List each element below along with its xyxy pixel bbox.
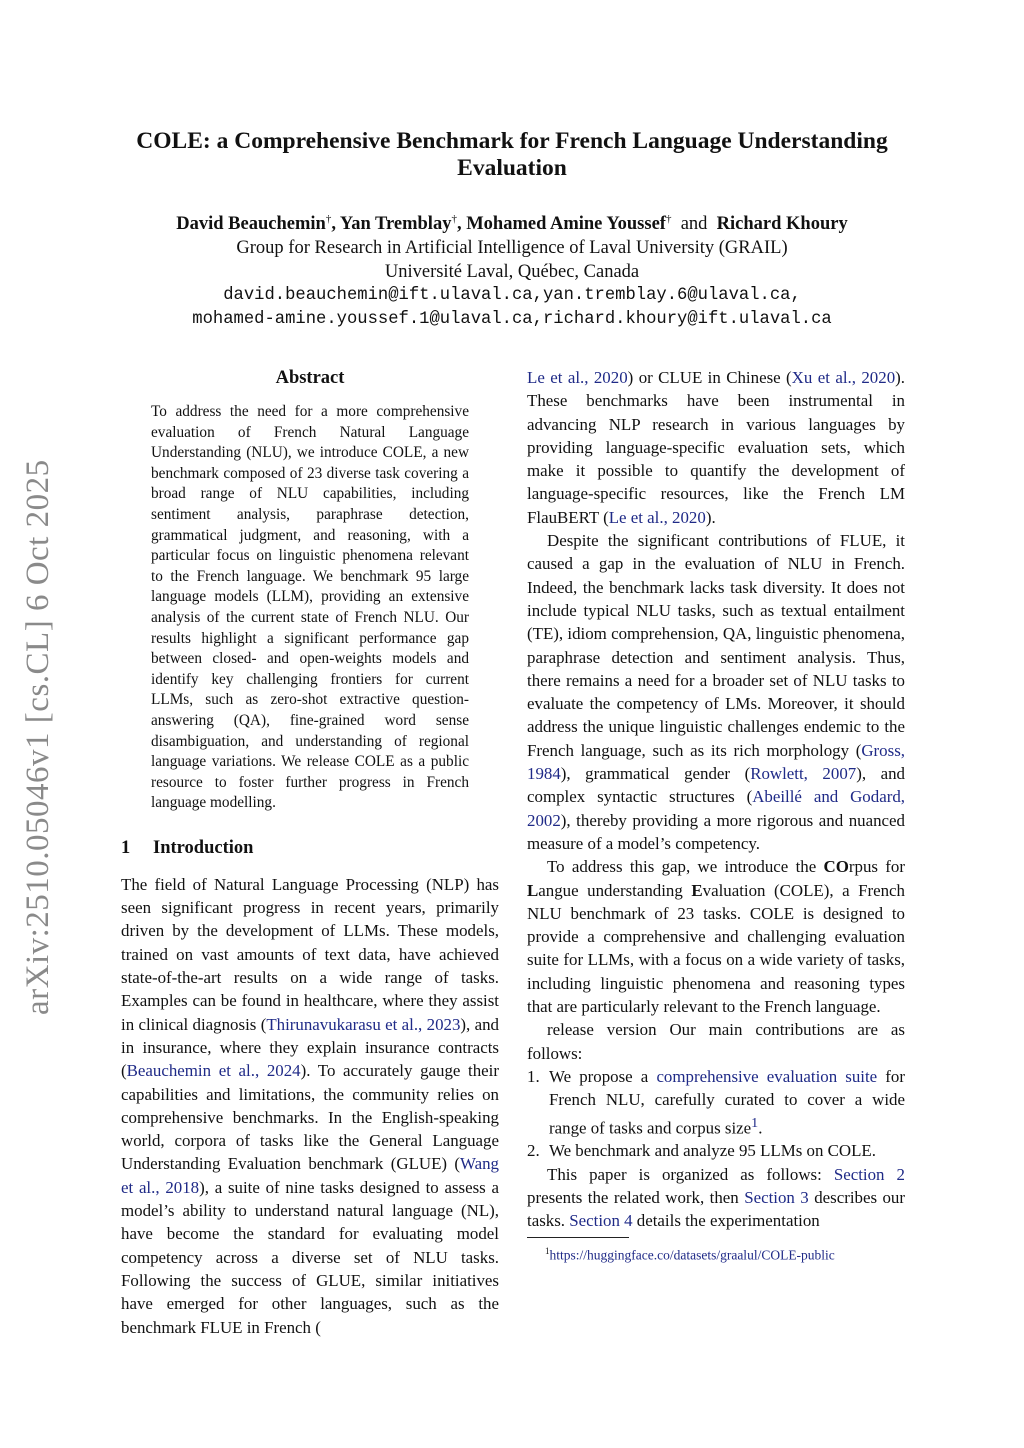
- citation-le-flaubert[interactable]: Le et al., 2020: [608, 507, 706, 527]
- footnote-marker[interactable]: 1: [751, 1114, 759, 1131]
- arxiv-watermark: arXiv:2510.05046v1 [cs.CL] 6 Oct 2025: [20, 459, 56, 1015]
- left-column: [121, 366, 499, 1339]
- citation-thirunavukarasu[interactable]: Thirunavukarasu et al., 2023: [266, 1014, 461, 1034]
- title-line-1: COLE: a Comprehensive Benchmark for French Language Understanding: [136, 128, 888, 154]
- evaluation-suite-link[interactable]: comprehensive evaluation suite: [656, 1066, 878, 1086]
- author-and: and: [680, 214, 708, 235]
- emails-line-2: [60, 308, 964, 332]
- citation-beauchemin[interactable]: Beauchemin et al., 2024: [126, 1061, 301, 1081]
- email-4[interactable]: richard.khoury@ift.ulaval.ca: [542, 310, 832, 330]
- abstract-text: To address the need for a more comprehensive evaluation of French Natural Language Understanding (NLU), we introduce COLE, a new benchmark composed of 23 diverse task covering a broad range of NLU capabilities, including sentiment analysis, paraphrase detection, grammatical judgment, and reasoning, with a particular focus on linguistic phenomena relevant to the French language. We benchmark 95 large language models (LLM), providing an extensive analysis of the current state of French NLU. Our results highlight a significant performance gap between closed- and open-weights models and identify key challenging frontiers for current LLMs, such as zero-shot extractive question-answering (QA), fine-grained word sense disambiguation, and understanding of regional language variations. We release COLE as a public resource to foster further progress in French language modelling.: [151, 403, 469, 812]
- affiliation-1: Group for Research in Artificial Intelligence of Laval University (GRAIL): [236, 238, 788, 259]
- author-1: David Beauchemin: [176, 214, 326, 235]
- author-block: [60, 207, 964, 332]
- section-2-link[interactable]: Section 2: [833, 1164, 905, 1184]
- section-number: 1: [121, 837, 131, 858]
- section-4-link[interactable]: Section 4: [569, 1211, 633, 1231]
- citation-abeille[interactable]: Abeillé and Godard, 2002: [527, 787, 905, 830]
- affiliation-2: Université Laval, Québec, Canada: [384, 262, 640, 283]
- email-3[interactable]: mohamed-amine.youssef.1@ulaval.ca,: [192, 310, 543, 330]
- intro-paragraph-1-continued: Le et al., 2020) or CLUE in Chinese (Xu et al., 2020). These benchmarks have been instrumental in advancing NLP research in various languages by providing language-specific evaluation sets, which make it possible to quantify the development of language-specific resources, like the French LM FlauBERT (Le et al., 2020).: [527, 368, 906, 527]
- email-1[interactable]: david.beauchemin@ift.ulaval.ca,: [223, 286, 543, 306]
- section-3-link[interactable]: Section 3: [744, 1188, 809, 1208]
- citation-xu[interactable]: Xu et al., 2020: [791, 368, 896, 387]
- email-2[interactable]: yan.tremblay.6@ulaval.ca,: [542, 286, 801, 306]
- intro-paragraph-3: To address this gap, we introduce the COrpus for Langue understanding Evaluation (COLE), a French NLU benchmark of 23 tasks. COLE is designed to provide a comprehensive and challenging evaluation suite for LLMs, with a focus on a wide variety of tasks, including linguistic phenomena and reasoning types that are particularly relevant to the French language.: [527, 857, 905, 1017]
- author-3: Mohamed Amine Youssef: [466, 214, 666, 235]
- title-line-2: Evaluation: [457, 155, 567, 181]
- citation-rowlett[interactable]: Rowlett, 2007: [750, 764, 857, 784]
- list-item: 2. We benchmark and analyze 95 LLMs on COLE.: [527, 1141, 876, 1161]
- intro-paragraph-1-tail-left: ), a suite of nine tasks designed to assess a model’s ability to understand natural language (NL), have become the standard for evaluating model competency across a diverse set of NLU tasks. Following the success of GLUE, similar initiatives have emerged for other languages, such as the benchmark FLUE in French (: [121, 1177, 499, 1337]
- citation-wang[interactable]: Wang et al., 2018: [121, 1154, 499, 1197]
- contributions-list: [527, 1065, 905, 1163]
- emails-line-1: [60, 284, 964, 308]
- right-column: [527, 366, 905, 1264]
- author-4: Richard Khoury: [716, 214, 848, 235]
- intro-paragraph-5: This paper is organized as follows: Section 2 presents the related work, then Section 3 describes our tasks. Section 4 details the experimentation: [527, 1164, 906, 1231]
- footnote-rule: [527, 1237, 629, 1238]
- intro-paragraph-2: Despite the significant contributions of FLUE, it caused a gap in the evaluation of NLU in French. Indeed, the benchmark lacks task diversity. It does not include typical NLU tasks, such as textual entailment (TE), idiom comprehension, QA, linguistic phenomena, paraphrase detection and sentiment analysis. Thus, there remains a need for a broader set of NLU tasks to evaluate the competency of LMs. Moreover, it should address the unique linguistic challenges endemic to the French language, such as its rich morphology (Gross, 1984), grammatical gender (Rowlett, 2007), and complex syntactic structures (Abeillé and Godard, 2002), thereby providing a more rigorous and nuanced measure of a model’s competency.: [527, 531, 905, 853]
- abstract-heading: Abstract: [275, 368, 345, 388]
- paper-title: [100, 128, 924, 182]
- citation-le-flue[interactable]: Le et al., 2020: [527, 368, 628, 387]
- footnote: $^1$https://huggingface.co/datasets/graalul/COLE-public: [545, 1245, 835, 1263]
- intro-paragraph-1: The field of Natural Language Processing (NLP) has seen significant progress in recent years, primarily driven by the development of LLMs. These models, trained on vast amounts of text data, have achieved state-of-the-art results on a wide range of tasks. Examples can be found in healthcare, where they assist in clinical diagnosis (Thirunavukarasu et al., 2023), and in insurance, where they explain insurance contracts (Beauchemin et al., 2024). To accurately gauge their capabilities and limitations, the community relies on comprehensive benchmarks. In the English-speaking world, corpora of tasks like the General Language Understanding Evaluation benchmark (GLUE) (Wang et al., 2018), a suite of nine tasks designed to assess a model’s ability to understand natural language (NL), have become the standard for evaluating model competency across a diverse set of NLU tasks. Following the success of GLUE, similar initiatives have emerged for other languages, such as the benchmark FLUE in French (: [121, 874, 500, 1337]
- author-2: Yan Tremblay: [339, 214, 452, 235]
- citation-gross[interactable]: Gross, 1984: [527, 740, 905, 784]
- section-heading-introduction: [121, 838, 499, 859]
- list-item: 1. We propose a comprehensive evaluation suite for French NLU, carefully curated to cover a wide range of tasks and corpus size$^1$.: [527, 1066, 906, 1138]
- author-names: David Beauchemin†, Yan Tremblay†, Mohamed Amine Youssef† and Richard Khoury: [176, 213, 848, 235]
- intro-paragraph-4: release version Our main contributions are as follows:: [527, 1020, 905, 1063]
- footnote-url[interactable]: https://huggingface.co/datasets/graalul/COLE-public: [549, 1247, 835, 1263]
- section-title: Introduction: [153, 837, 254, 858]
